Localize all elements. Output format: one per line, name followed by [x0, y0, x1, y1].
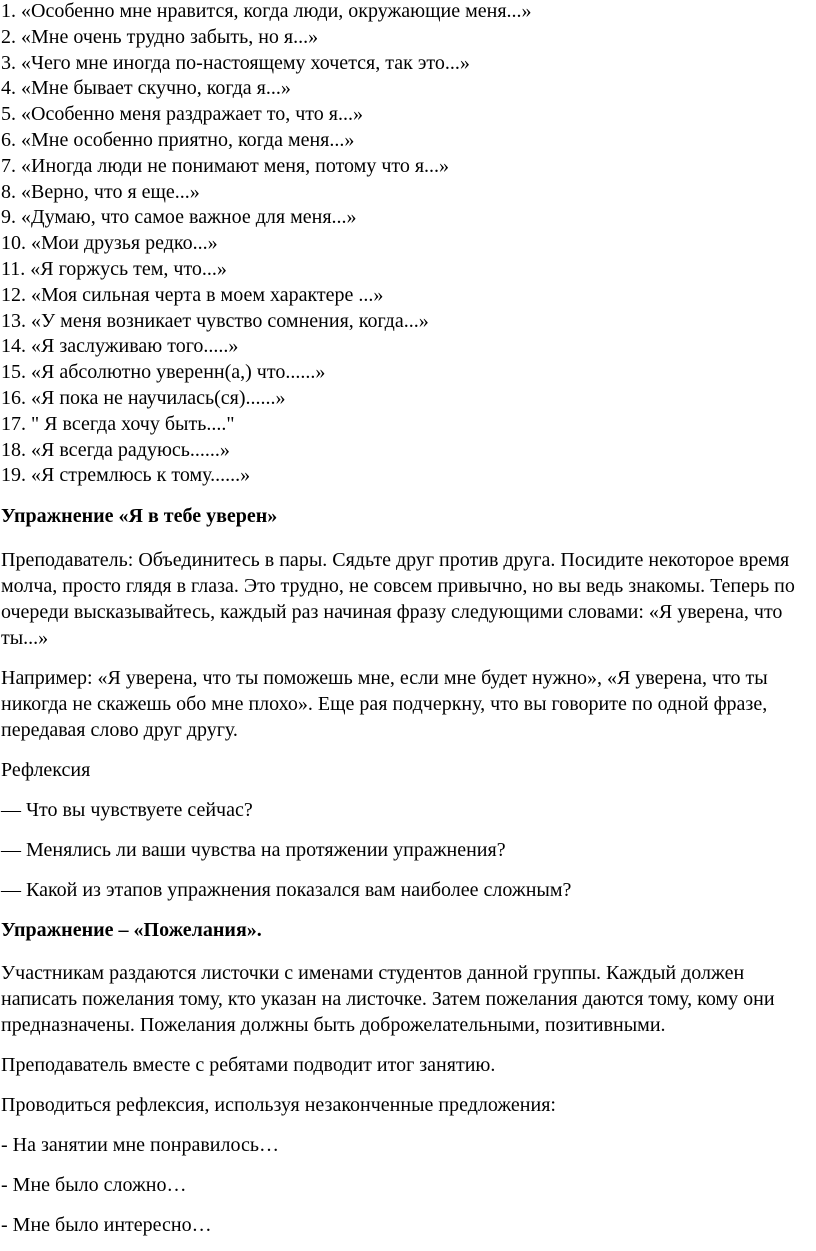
list-item: 7. «Иногда люди не понимают меня, потому что я...» — [1, 154, 450, 177]
unfinished-sentence: - Мне было интересно… — [1, 1214, 212, 1237]
exercise1-title: Упражнение «Я в тебе уверен» — [1, 505, 278, 528]
list-item: 8. «Верно, что я еще...» — [1, 180, 200, 203]
list-item: 6. «Мне особенно приятно, когда меня...» — [1, 128, 355, 151]
list-item: 16. «Я пока не научилась(ся)......» — [1, 386, 286, 409]
list-item: 13. «У меня возникает чувство сомнения, когда...» — [1, 309, 429, 332]
list-item: 4. «Мне бывает скучно, когда я...» — [1, 77, 291, 100]
list-item: 9. «Думаю, что самое важное для меня...» — [1, 206, 357, 229]
list-item: 2. «Мне очень трудно забыть, но я...» — [1, 25, 319, 48]
reflection-title: Рефлексия — [1, 759, 91, 782]
list-item: 14. «Я заслуживаю того.....» — [1, 335, 239, 358]
unfinished-sentence: - На занятии мне понравилось… — [1, 1134, 279, 1157]
sentence-list — [1, 0, 811, 489]
list-item: 10. «Мои друзья редко...» — [1, 232, 218, 255]
reflection-question: — Что вы чувствуете сейчас? — [1, 799, 253, 822]
list-item: 18. «Я всегда радуюсь......» — [1, 438, 230, 461]
list-item: 11. «Я горжусь тем, что...» — [1, 257, 227, 280]
list-item: 5. «Особенно меня раздражает то, что я...» — [1, 103, 363, 126]
list-item: 15. «Я абсолютно уверенн(а,) что......» — [1, 361, 326, 384]
list-item: 3. «Чего мне иногда по-настоящему хочется, так это...» — [1, 51, 470, 74]
exercise1-instructions: Преподаватель: Объединитесь в пары. Сядьте друг против друга. Посидите некоторое время молча, просто глядя в глаза. Это трудно, не совсем привычно, но вы ведь знакомы. Теперь по очереди высказывайтесь, каждый раз начиная фразу следующими словами: «Я уверена, что ты...» — [1, 549, 795, 650]
reflection-intro: Проводиться рефлексия, используя незаконченные предложения: — [1, 1094, 556, 1117]
exercise1-example: Например: «Я уверена, что ты поможешь мне, если мне будет нужно», «Я уверена, что ты никогда не скажешь обо мне плохо». Еще рая подчеркну, что вы говорите по одной фразе, передавая слово друг другу. — [1, 667, 768, 742]
list-item: 17. " Я всегда хочу быть...." — [1, 412, 235, 435]
list-item: 1. «Особенно мне нравится, когда люди, окружающие меня...» — [1, 0, 532, 22]
list-item: 12. «Моя сильная черта в моем характере ...» — [1, 283, 384, 306]
exercise2-summary: Преподаватель вместе с ребятами подводит итог занятию. — [1, 1054, 496, 1077]
list-item: 19. «Я стремлюсь к тому......» — [1, 464, 251, 487]
reflection-question: — Менялись ли ваши чувства на протяжении упражнения? — [1, 839, 506, 862]
exercise2-title: Упражнение – «Пожелания». — [1, 919, 262, 942]
unfinished-sentence: - Мне было сложно… — [1, 1174, 187, 1197]
reflection-question: — Какой из этапов упражнения показался вам наиболее сложным? — [1, 879, 572, 902]
exercise2-text: Участникам раздаются листочки с именами студентов данной группы. Каждый должен написать пожелания тому, кто указан на листочке. Затем пожелания даются тому, кому они предназначены. Пожелания должны быть доброжелательными, позитивными. — [1, 962, 775, 1037]
